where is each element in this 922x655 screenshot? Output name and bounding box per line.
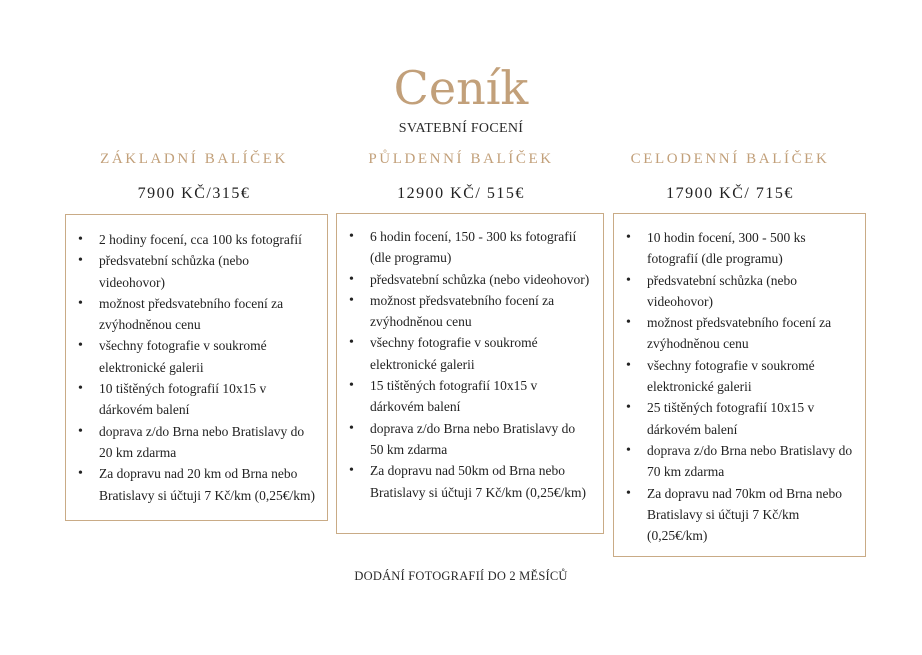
list-item: • Za dopravu nad 50km od Brna nebo Bratislavy si účtuji 7 Kč/km (0,25€/km) bbox=[349, 460, 591, 503]
page-subtitle: SVATEBNÍ FOCENÍ bbox=[398, 121, 524, 136]
list-item: • doprava z/do Brna nebo Bratislavy do 70 km zdarma bbox=[626, 440, 853, 483]
list-item: • 10 tištěných fotografií 10x15 v dárkovém balení bbox=[78, 378, 315, 421]
list-item: • 2 hodiny focení, cca 100 ks fotografií bbox=[78, 229, 315, 250]
list-item: • předsvatební schůzka (nebo videohovor) bbox=[78, 250, 315, 293]
list-item: • doprava z/do Brna nebo Bratislavy do 50 km zdarma bbox=[349, 418, 591, 461]
list-item: • Za dopravu nad 20 km od Brna nebo Bratislavy si účtuji 7 Kč/km (0,25€/km) bbox=[78, 463, 315, 506]
list-item: • 6 hodin focení, 150 - 300 ks fotografií (dle programu) bbox=[349, 226, 591, 269]
package-price-basic: 7900 KČ/315€ bbox=[137, 185, 251, 202]
list-item: • doprava z/do Brna nebo Bratislavy do 20 km zdarma bbox=[78, 421, 315, 464]
package-name-fullday: CELODENNÍ BALÍČEK bbox=[630, 151, 830, 167]
list-item: • všechny fotografie v soukromé elektronické galerii bbox=[78, 335, 315, 378]
list-item: • všechny fotografie v soukromé elektronické galerii bbox=[349, 332, 591, 375]
list-item: • 25 tištěných fotografií 10x15 v dárkovém balení bbox=[626, 397, 853, 440]
package-box-fullday bbox=[613, 213, 866, 557]
list-item: • možnost předsvatebního focení za zvýhodněnou cenu bbox=[626, 312, 853, 355]
list-item: • 10 hodin focení, 300 - 500 ks fotografií (dle programu) bbox=[626, 227, 853, 270]
package-name-basic: ZÁKLADNÍ BALÍČEK bbox=[100, 151, 288, 167]
package-list-halfday bbox=[349, 226, 591, 503]
list-item: • všechny fotografie v soukromé elektronické galerii bbox=[626, 355, 853, 398]
package-price-halfday: 12900 KČ/ 515€ bbox=[397, 185, 525, 202]
list-item: • předsvatební schůzka (nebo videohovor) bbox=[626, 270, 853, 313]
list-item: • předsvatební schůzka (nebo videohovor) bbox=[349, 269, 591, 290]
list-item: • 15 tištěných fotografií 10x15 v dárkovém balení bbox=[349, 375, 591, 418]
package-list-basic bbox=[78, 229, 315, 506]
list-item: • možnost předsvatebního focení za zvýhodněnou cenu bbox=[349, 290, 591, 333]
package-price-fullday: 17900 KČ/ 715€ bbox=[666, 185, 794, 202]
list-item: • Za dopravu nad 70km od Brna nebo Bratislavy si účtuji 7 Kč/km (0,25€/km) bbox=[626, 483, 853, 547]
package-list-fullday bbox=[626, 227, 853, 546]
package-box-basic bbox=[65, 214, 328, 521]
delivery-note: DODÁNÍ FOTOGRAFIÍ DO 2 MĚSÍCŮ bbox=[354, 569, 568, 583]
package-box-halfday bbox=[336, 213, 604, 534]
page-title: Ceník bbox=[393, 61, 529, 115]
package-name-halfday: PŮLDENNÍ BALÍČEK bbox=[368, 151, 554, 167]
list-item: • možnost předsvatebního focení za zvýhodněnou cenu bbox=[78, 293, 315, 336]
